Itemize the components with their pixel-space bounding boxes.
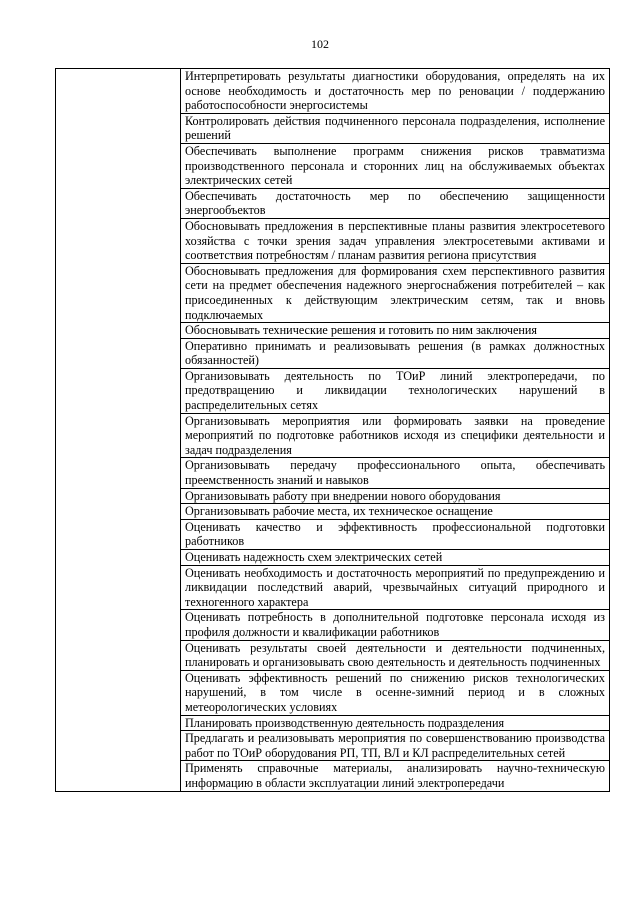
page-number: 102 (311, 37, 329, 51)
skill-cell (181, 519, 610, 549)
skill-cell (181, 413, 610, 458)
skill-cell (181, 368, 610, 413)
skill-text: Обеспечивать достаточность мер по обеспечению защищенности энергообъектов (185, 188, 605, 218)
skill-cell (181, 488, 610, 504)
skill-cell (181, 761, 610, 791)
skill-cell (181, 715, 610, 731)
skill-text: Обосновывать предложения для формирования схем перспективного развития сети на предмет обеспечения надежного энергоснабжения потребителей – как присоединенных к действующим электрическим сетям, так и вновь подключаемых (185, 263, 605, 322)
skill-cell (181, 218, 610, 263)
skill-cell (181, 263, 610, 322)
skill-text: Оценивать эффективность решений по снижению рисков технологических нарушений, в том числе в осенне-зимний период и в сложных метеорологических условиях (185, 670, 605, 714)
skill-cell (181, 610, 610, 640)
skill-cell (181, 143, 610, 188)
skill-text: Обосновывать технические решения и готовить по ним заключения (185, 323, 538, 338)
skill-cell (181, 504, 610, 520)
left-merged-cell (56, 69, 181, 792)
skills-table-body (56, 69, 610, 792)
skill-cell (181, 188, 610, 218)
skill-text: Обосновывать предложения в перспективные планы развития электросетевого хозяйства с точки зрения задач управления электросетевыми активами и соответствия потребностям / планам развития региона присутствия (185, 218, 605, 263)
skill-text: Оперативно принимать и реализовывать решения (в рамках должностных обязанностей) (185, 338, 605, 368)
skill-cell (181, 113, 610, 143)
skills-table (55, 68, 610, 792)
skill-text: Оценивать надежность схем электрических сетей (185, 550, 443, 564)
skill-cell (181, 640, 610, 670)
skill-text: Применять справочные материалы, анализировать научно-техническую информацию в области эксплуатации линий электропередачи (185, 761, 605, 790)
skill-cell (181, 323, 610, 339)
table-row (56, 69, 610, 114)
skill-text: Оценивать потребность в дополнительной подготовке персонала исходя из профиля должности и квалификации работников (185, 610, 605, 639)
skill-text: Предлагать и реализовывать мероприятия по совершенствованию производства работ по ТОиР оборудования РП, ТП, ВЛ и КЛ распределительных сетей (185, 731, 605, 760)
skill-text: Планировать производственную деятельность подразделения (185, 715, 505, 730)
skill-cell (181, 565, 610, 610)
skill-text: Обеспечивать выполнение программ снижения рисков травматизма производственного персонала и сторонних лиц на обслуживаемых объектах электрических сетей (185, 143, 605, 188)
skill-cell (181, 550, 610, 566)
skill-text: Организовывать деятельность по ТОиР линий электропередачи, по предотвращению и ликвидации технологических нарушений в распределительных сетях (185, 368, 605, 413)
skill-text: Контролировать действия подчиненного персонала подразделения, исполнение решений (185, 113, 605, 143)
skill-cell (181, 458, 610, 488)
skill-cell (181, 338, 610, 368)
skill-text: Организовывать рабочие места, их техническое оснащение (185, 504, 493, 519)
skill-cell (181, 670, 610, 715)
skill-text: Интерпретировать результаты диагностики оборудования, определять на их основе необходимость и достаточность мер по реновации / поддержанию работоспособности энергосистемы (185, 69, 605, 113)
skill-cell (181, 69, 610, 114)
skill-text: Оценивать необходимость и достаточность мероприятий по предупреждению и ликвидации последствий аварий, чрезвычайных ситуаций природного и техногенного характера (185, 565, 605, 609)
skill-text: Организовывать работу при внедрении нового оборудования (185, 488, 501, 503)
skill-text: Оценивать качество и эффективность профессиональной подготовки работников (185, 519, 605, 549)
skill-text: Организовывать мероприятия или формировать заявки на проведение мероприятий по подготовке работников исходя из специфики деятельности и задач подразделения (185, 413, 605, 457)
skill-text: Оценивать результаты своей деятельности и деятельности подчиненных, планировать и организовывать свою деятельность и деятельность подчиненных (185, 640, 605, 670)
skill-cell (181, 731, 610, 761)
skill-text: Организовывать передачу профессионального опыта, обеспечивать преемственность знаний и навыков (185, 458, 605, 488)
